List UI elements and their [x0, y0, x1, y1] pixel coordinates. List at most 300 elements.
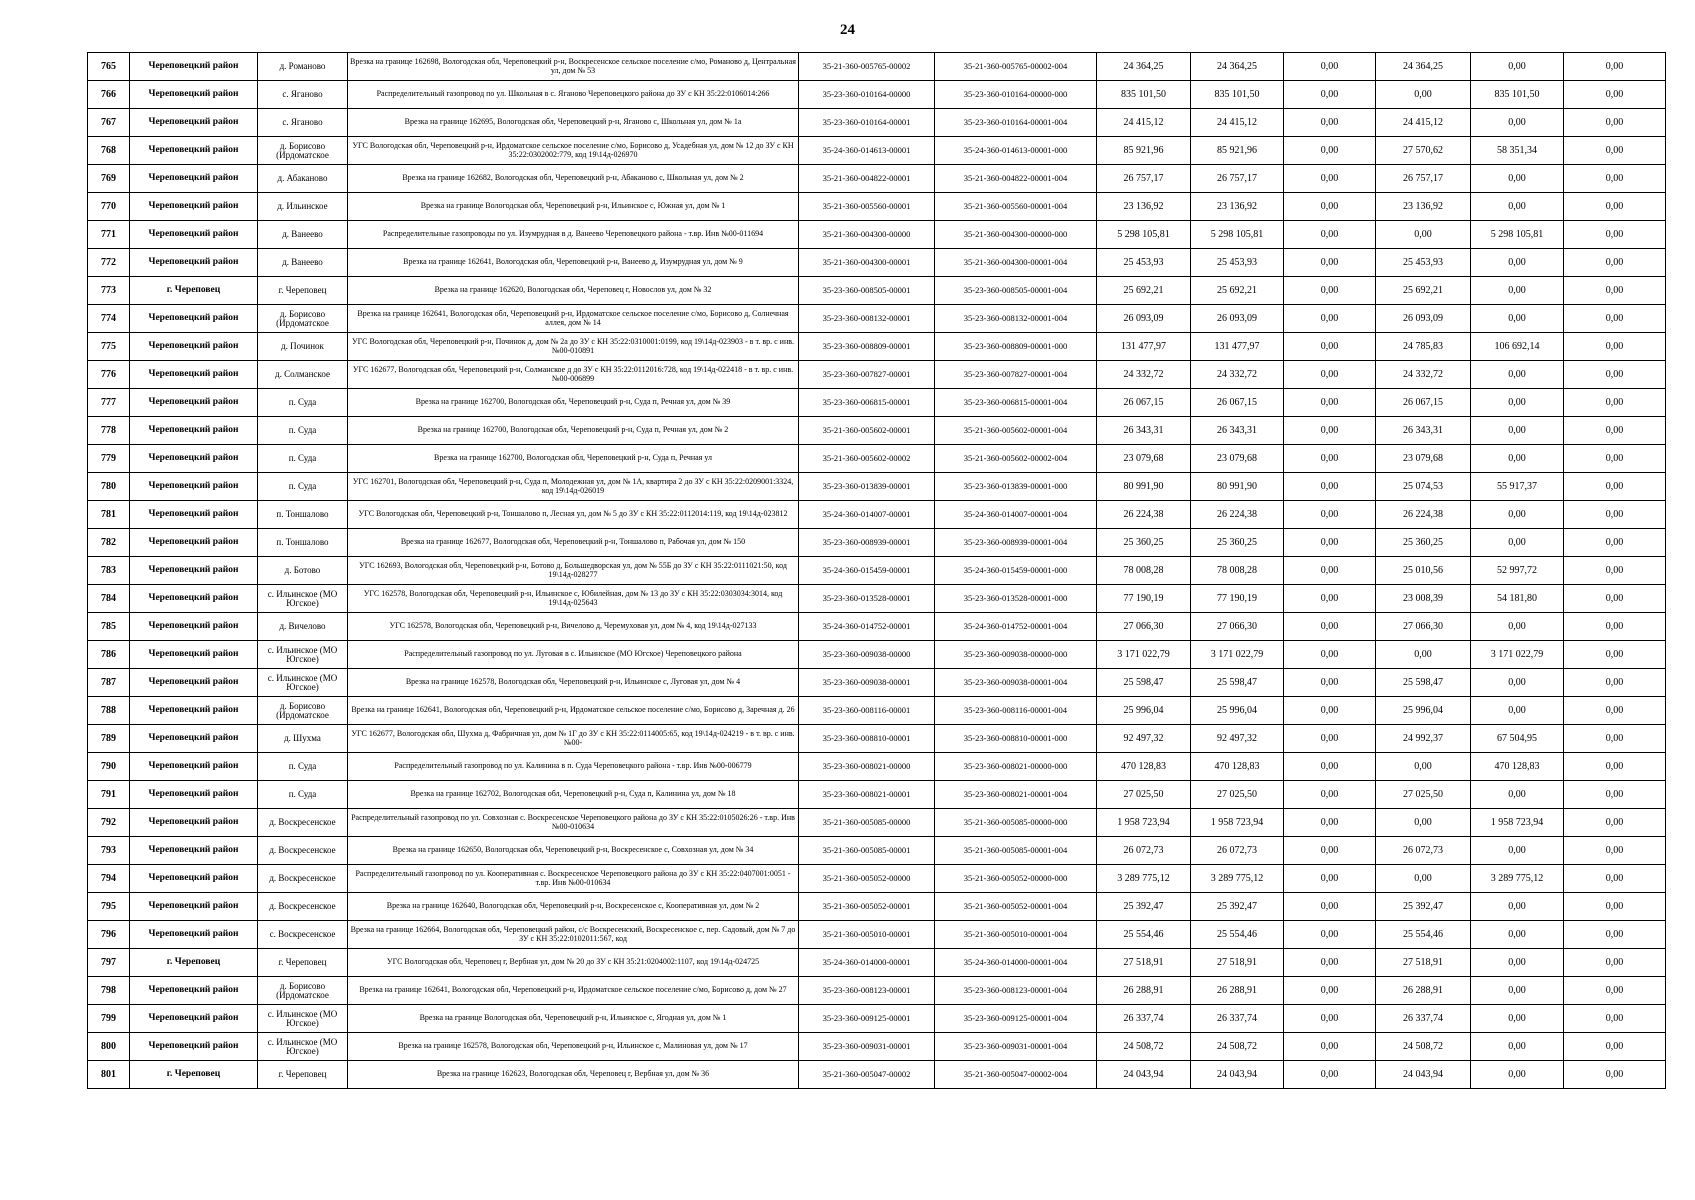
table-row	[88, 473, 1666, 501]
table-row	[88, 781, 1666, 809]
cost-zero-cell: 0,00	[1284, 697, 1376, 725]
settlement-cell: п. Тоншалово	[258, 501, 348, 529]
cost-connection-cell: 26 224,38	[1376, 501, 1471, 529]
gas-objects-table	[87, 52, 1666, 1089]
cost-connection-cell: 25 074,53	[1376, 473, 1471, 501]
cost-connection-cell: 23 136,92	[1376, 193, 1471, 221]
table-row	[88, 837, 1666, 865]
description-cell: УГС Вологодская обл, Череповецкий р-н, Тоншалово п, Лесная ул, дом № 5 до ЗУ с КН 35:22:0112014:119, код 19\14д-023812	[348, 501, 799, 529]
district-cell: Череповецкий район	[130, 165, 258, 193]
cost-total-cell: 26 288,91	[1097, 977, 1191, 1005]
asset-code-cell: 35-23-360-008505-00001-004	[935, 277, 1097, 305]
description-cell: Распределительный газопровод по ул. Школьная в с. Яганово Череповецкого района до ЗУ с КН 35:22:0106014:266	[348, 81, 799, 109]
cost-value-cell: 25 598,47	[1191, 669, 1284, 697]
object-code-cell: 35-23-360-009031-00001	[799, 1033, 935, 1061]
cost-connection-cell: 25 360,25	[1376, 529, 1471, 557]
object-code-cell: 35-23-360-008132-00001	[799, 305, 935, 333]
settlement-cell: д. Вичелово	[258, 613, 348, 641]
settlement-cell: с. Яганово	[258, 109, 348, 137]
object-code-cell: 35-23-360-013839-00001	[799, 473, 935, 501]
cost-connection-cell: 26 757,17	[1376, 165, 1471, 193]
settlement-cell: с. Ильинское (МО Югское)	[258, 1033, 348, 1061]
cost-total-cell: 835 101,50	[1097, 81, 1191, 109]
description-cell: Врезка на границе Вологодская обл, Череповецкий р-н, Ильинское с, Южная ул, дом № 1	[348, 193, 799, 221]
object-code-cell: 35-21-360-005085-00000	[799, 809, 935, 837]
cost-other-cell: 0,00	[1564, 613, 1666, 641]
cost-connection-cell: 0,00	[1376, 641, 1471, 669]
settlement-cell: п. Суда	[258, 417, 348, 445]
cost-other-cell: 0,00	[1564, 277, 1666, 305]
cost-other-cell: 0,00	[1564, 1033, 1666, 1061]
cost-other-cell: 0,00	[1564, 249, 1666, 277]
cost-connection-cell: 0,00	[1376, 81, 1471, 109]
cost-other-cell: 0,00	[1564, 809, 1666, 837]
cost-network-cell: 0,00	[1471, 669, 1564, 697]
cost-other-cell: 0,00	[1564, 1061, 1666, 1089]
cost-other-cell: 0,00	[1564, 977, 1666, 1005]
district-cell: Череповецкий район	[130, 865, 258, 893]
row-number: 774	[88, 305, 130, 333]
cost-value-cell: 26 337,74	[1191, 1005, 1284, 1033]
object-code-cell: 35-23-360-006815-00001	[799, 389, 935, 417]
district-cell: г. Череповец	[130, 1061, 258, 1089]
object-code-cell: 35-24-360-015459-00001	[799, 557, 935, 585]
description-cell: УГС Вологодская обл, Череповец г, Вербная ул, дом № 20 до ЗУ с КН 35:21:0204002:1107, код 19\14д-024725	[348, 949, 799, 977]
district-cell: Череповецкий район	[130, 585, 258, 613]
cost-value-cell: 3 171 022,79	[1191, 641, 1284, 669]
cost-value-cell: 24 364,25	[1191, 53, 1284, 81]
cost-total-cell: 78 008,28	[1097, 557, 1191, 585]
cost-other-cell: 0,00	[1564, 361, 1666, 389]
description-cell: Врезка на границе 162641, Вологодская обл, Череповецкий р-н, Ирдоматское сельское поселение с/мо, Борисово д, Заречная д. 26	[348, 697, 799, 725]
cost-connection-cell: 23 008,39	[1376, 585, 1471, 613]
settlement-cell: п. Суда	[258, 389, 348, 417]
description-cell: УГС Вологодская обл, Череповецкий р-н, Ирдоматское сельское поселение с/мо, Борисово д, Усадебная ул, дом № 12 до ЗУ с КН 35:22:0302002:779, код 19\14д-026970	[348, 137, 799, 165]
district-cell: Череповецкий район	[130, 977, 258, 1005]
cost-zero-cell: 0,00	[1284, 501, 1376, 529]
description-cell: Врезка на границе 162578, Вологодская обл, Череповецкий р-н, Ильинское с, Луговая ул, дом № 4	[348, 669, 799, 697]
row-number: 798	[88, 977, 130, 1005]
cost-zero-cell: 0,00	[1284, 1033, 1376, 1061]
settlement-cell: г. Череповец	[258, 1061, 348, 1089]
settlement-cell: д. Борисово (Ирдоматское	[258, 137, 348, 165]
row-number: 778	[88, 417, 130, 445]
cost-network-cell: 835 101,50	[1471, 81, 1564, 109]
cost-connection-cell: 24 415,12	[1376, 109, 1471, 137]
district-cell: Череповецкий район	[130, 361, 258, 389]
object-code-cell: 35-21-360-005765-00002	[799, 53, 935, 81]
cost-other-cell: 0,00	[1564, 949, 1666, 977]
district-cell: Череповецкий район	[130, 557, 258, 585]
cost-connection-cell: 26 067,15	[1376, 389, 1471, 417]
description-cell: Врезка на границе 162702, Вологодская обл, Череповецкий р-н, Суда п, Калинина ул, дом № 18	[348, 781, 799, 809]
cost-network-cell: 0,00	[1471, 165, 1564, 193]
cost-zero-cell: 0,00	[1284, 137, 1376, 165]
description-cell: Врезка на границе 162700, Вологодская обл, Череповецкий р-н, Суда п, Речная ул, дом № 39	[348, 389, 799, 417]
cost-network-cell: 3 171 022,79	[1471, 641, 1564, 669]
cost-value-cell: 26 288,91	[1191, 977, 1284, 1005]
cost-zero-cell: 0,00	[1284, 1005, 1376, 1033]
table-row	[88, 1033, 1666, 1061]
asset-code-cell: 35-21-360-005602-00002-004	[935, 445, 1097, 473]
cost-value-cell: 26 072,73	[1191, 837, 1284, 865]
cost-zero-cell: 0,00	[1284, 893, 1376, 921]
description-cell: Врезка на границе 162677, Вологодская обл, Череповецкий р-н, Тоншалово п, Рабочая ул, дом № 150	[348, 529, 799, 557]
cost-network-cell: 67 504,95	[1471, 725, 1564, 753]
cost-value-cell: 1 958 723,94	[1191, 809, 1284, 837]
district-cell: Череповецкий район	[130, 529, 258, 557]
district-cell: Череповецкий район	[130, 809, 258, 837]
cost-other-cell: 0,00	[1564, 585, 1666, 613]
cost-total-cell: 131 477,97	[1097, 333, 1191, 361]
table-row	[88, 109, 1666, 137]
cost-value-cell: 3 289 775,12	[1191, 865, 1284, 893]
asset-code-cell: 35-21-360-005602-00001-004	[935, 417, 1097, 445]
settlement-cell: п. Суда	[258, 753, 348, 781]
object-code-cell: 35-21-360-004300-00001	[799, 249, 935, 277]
district-cell: Череповецкий район	[130, 697, 258, 725]
row-number: 782	[88, 529, 130, 557]
asset-code-cell: 35-24-360-014000-00001-004	[935, 949, 1097, 977]
row-number: 788	[88, 697, 130, 725]
district-cell: Череповецкий район	[130, 501, 258, 529]
description-cell: Врезка на границе 162578, Вологодская обл, Череповецкий р-н, Ильинское с, Малиновая ул, дом № 17	[348, 1033, 799, 1061]
table-row	[88, 389, 1666, 417]
object-code-cell: 35-21-360-004300-00000	[799, 221, 935, 249]
object-code-cell: 35-23-360-008809-00001	[799, 333, 935, 361]
object-code-cell: 35-21-360-005052-00000	[799, 865, 935, 893]
cost-zero-cell: 0,00	[1284, 193, 1376, 221]
cost-connection-cell: 27 518,91	[1376, 949, 1471, 977]
row-number: 787	[88, 669, 130, 697]
description-cell: Распределительный газопровод по ул. Калинина в п. Суда Череповецкого района - т.вр. Инв №00-006779	[348, 753, 799, 781]
settlement-cell: д. Борисово (Ирдоматское	[258, 697, 348, 725]
cost-other-cell: 0,00	[1564, 501, 1666, 529]
asset-code-cell: 35-24-360-014613-00001-000	[935, 137, 1097, 165]
description-cell: УГС 162677, Вологодская обл, Шухма д, Фабричная ул, дом № 1Г до ЗУ с КН 35:22:0114005:65, код 19\14д-024219 - в т. вр. с инв. №00-	[348, 725, 799, 753]
settlement-cell: д. Романово	[258, 53, 348, 81]
cost-other-cell: 0,00	[1564, 893, 1666, 921]
cost-connection-cell: 26 343,31	[1376, 417, 1471, 445]
description-cell: Врезка на границе 162700, Вологодская обл, Череповецкий р-н, Суда п, Речная ул, дом № 2	[348, 417, 799, 445]
district-cell: Череповецкий район	[130, 445, 258, 473]
cost-zero-cell: 0,00	[1284, 557, 1376, 585]
settlement-cell: д. Борисово (Ирдоматское	[258, 305, 348, 333]
district-cell: Череповецкий район	[130, 389, 258, 417]
cost-total-cell: 25 392,47	[1097, 893, 1191, 921]
cost-zero-cell: 0,00	[1284, 529, 1376, 557]
object-code-cell: 35-24-360-014613-00001	[799, 137, 935, 165]
row-number: 794	[88, 865, 130, 893]
cost-other-cell: 0,00	[1564, 725, 1666, 753]
cost-network-cell: 1 958 723,94	[1471, 809, 1564, 837]
cost-zero-cell: 0,00	[1284, 53, 1376, 81]
table-row	[88, 697, 1666, 725]
object-code-cell: 35-23-360-013528-00001	[799, 585, 935, 613]
cost-connection-cell: 24 043,94	[1376, 1061, 1471, 1089]
asset-code-cell: 35-23-360-008021-00001-004	[935, 781, 1097, 809]
row-number: 766	[88, 81, 130, 109]
cost-other-cell: 0,00	[1564, 165, 1666, 193]
settlement-cell: п. Тоншалово	[258, 529, 348, 557]
object-code-cell: 35-21-360-005052-00001	[799, 893, 935, 921]
cost-network-cell: 0,00	[1471, 697, 1564, 725]
table-row	[88, 921, 1666, 949]
cost-network-cell: 0,00	[1471, 109, 1564, 137]
cost-connection-cell: 27 570,62	[1376, 137, 1471, 165]
asset-code-cell: 35-21-360-005052-00000-000	[935, 865, 1097, 893]
district-cell: Череповецкий район	[130, 781, 258, 809]
row-number: 797	[88, 949, 130, 977]
settlement-cell: д. Ботово	[258, 557, 348, 585]
row-number: 780	[88, 473, 130, 501]
description-cell: Врезка на границе 162620, Вологодская обл, Череповец г, Новослов ул, дом № 32	[348, 277, 799, 305]
table-row	[88, 865, 1666, 893]
asset-code-cell: 35-21-360-005085-00001-004	[935, 837, 1097, 865]
district-cell: Череповецкий район	[130, 921, 258, 949]
asset-code-cell: 35-23-360-010164-00000-000	[935, 81, 1097, 109]
cost-value-cell: 85 921,96	[1191, 137, 1284, 165]
cost-total-cell: 24 415,12	[1097, 109, 1191, 137]
cost-network-cell: 5 298 105,81	[1471, 221, 1564, 249]
settlement-cell: с. Ильинское (МО Югское)	[258, 641, 348, 669]
table-row	[88, 333, 1666, 361]
object-code-cell: 35-23-360-010164-00000	[799, 81, 935, 109]
cost-zero-cell: 0,00	[1284, 669, 1376, 697]
cost-value-cell: 25 554,46	[1191, 921, 1284, 949]
table-row	[88, 305, 1666, 333]
cost-value-cell: 25 453,93	[1191, 249, 1284, 277]
cost-total-cell: 470 128,83	[1097, 753, 1191, 781]
cost-network-cell: 0,00	[1471, 613, 1564, 641]
cost-zero-cell: 0,00	[1284, 333, 1376, 361]
settlement-cell: д. Абаканово	[258, 165, 348, 193]
cost-total-cell: 24 043,94	[1097, 1061, 1191, 1089]
description-cell: Распределительный газопровод по ул. Совхозная с. Воскресенское Череповецкого района до ЗУ с КН 35:22:0105026:26 - т.вр. Инв №00-010634	[348, 809, 799, 837]
district-cell: г. Череповец	[130, 949, 258, 977]
object-code-cell: 35-21-360-005560-00001	[799, 193, 935, 221]
cost-connection-cell: 25 996,04	[1376, 697, 1471, 725]
asset-code-cell: 35-23-360-008939-00001-004	[935, 529, 1097, 557]
cost-total-cell: 3 171 022,79	[1097, 641, 1191, 669]
cost-total-cell: 25 360,25	[1097, 529, 1191, 557]
object-code-cell: 35-24-360-014752-00001	[799, 613, 935, 641]
settlement-cell: д. Солманское	[258, 361, 348, 389]
object-code-cell: 35-23-360-008810-00001	[799, 725, 935, 753]
description-cell: Врезка на границе 162623, Вологодская обл, Череповец г, Вербная ул, дом № 36	[348, 1061, 799, 1089]
cost-network-cell: 3 289 775,12	[1471, 865, 1564, 893]
cost-zero-cell: 0,00	[1284, 473, 1376, 501]
cost-value-cell: 470 128,83	[1191, 753, 1284, 781]
asset-code-cell: 35-21-360-005765-00002-004	[935, 53, 1097, 81]
description-cell: Врезка на границе 162650, Вологодская обл, Череповецкий р-н, Воскресенское с, Совхозная ул, дом № 34	[348, 837, 799, 865]
table-row	[88, 529, 1666, 557]
description-cell: Врезка на границе 162641, Вологодская обл, Череповецкий р-н, Ирдоматское сельское поселение с/мо, Борисово д, Солнечная аллея, дом № 14	[348, 305, 799, 333]
cost-network-cell: 0,00	[1471, 193, 1564, 221]
row-number: 777	[88, 389, 130, 417]
row-number: 795	[88, 893, 130, 921]
cost-value-cell: 24 043,94	[1191, 1061, 1284, 1089]
cost-connection-cell: 25 010,56	[1376, 557, 1471, 585]
cost-network-cell: 0,00	[1471, 893, 1564, 921]
asset-code-cell: 35-21-360-005010-00001-004	[935, 921, 1097, 949]
asset-code-cell: 35-23-360-009031-00001-004	[935, 1033, 1097, 1061]
cost-connection-cell: 25 453,93	[1376, 249, 1471, 277]
cost-network-cell: 0,00	[1471, 445, 1564, 473]
settlement-cell: п. Суда	[258, 445, 348, 473]
settlement-cell: г. Череповец	[258, 949, 348, 977]
cost-other-cell: 0,00	[1564, 781, 1666, 809]
cost-other-cell: 0,00	[1564, 473, 1666, 501]
asset-code-cell: 35-21-360-005560-00001-004	[935, 193, 1097, 221]
cost-value-cell: 78 008,28	[1191, 557, 1284, 585]
asset-code-cell: 35-23-360-010164-00001-004	[935, 109, 1097, 137]
table-row	[88, 193, 1666, 221]
settlement-cell: д. Шухма	[258, 725, 348, 753]
cost-network-cell: 0,00	[1471, 837, 1564, 865]
cost-zero-cell: 0,00	[1284, 165, 1376, 193]
cost-network-cell: 55 917,37	[1471, 473, 1564, 501]
district-cell: Череповецкий район	[130, 641, 258, 669]
cost-connection-cell: 0,00	[1376, 865, 1471, 893]
district-cell: Череповецкий район	[130, 109, 258, 137]
row-number: 772	[88, 249, 130, 277]
settlement-cell: с. Ильинское (МО Югское)	[258, 585, 348, 613]
cost-total-cell: 25 554,46	[1097, 921, 1191, 949]
table-row	[88, 585, 1666, 613]
asset-code-cell: 35-21-360-005085-00000-000	[935, 809, 1097, 837]
table-row	[88, 445, 1666, 473]
cost-value-cell: 80 991,90	[1191, 473, 1284, 501]
settlement-cell: с. Ильинское (МО Югское)	[258, 669, 348, 697]
cost-network-cell: 0,00	[1471, 501, 1564, 529]
asset-code-cell: 35-23-360-008021-00000-000	[935, 753, 1097, 781]
cost-value-cell: 5 298 105,81	[1191, 221, 1284, 249]
cost-network-cell: 470 128,83	[1471, 753, 1564, 781]
object-code-cell: 35-23-360-009125-00001	[799, 1005, 935, 1033]
description-cell: УГС 162677, Вологодская обл, Череповецкий р-н, Солманское д до ЗУ с КН 35:22:0112016:728, код 19\14д-022418 - в т. вр. с инв. №00-006899	[348, 361, 799, 389]
cost-connection-cell: 0,00	[1376, 221, 1471, 249]
row-number: 775	[88, 333, 130, 361]
cost-connection-cell: 0,00	[1376, 809, 1471, 837]
cost-other-cell: 0,00	[1564, 921, 1666, 949]
district-cell: Череповецкий район	[130, 1005, 258, 1033]
cost-network-cell: 0,00	[1471, 1033, 1564, 1061]
cost-other-cell: 0,00	[1564, 305, 1666, 333]
table-row	[88, 613, 1666, 641]
cost-total-cell: 26 072,73	[1097, 837, 1191, 865]
asset-code-cell: 35-23-360-008132-00001-004	[935, 305, 1097, 333]
cost-other-cell: 0,00	[1564, 221, 1666, 249]
table-row	[88, 669, 1666, 697]
asset-code-cell: 35-23-360-007827-00001-004	[935, 361, 1097, 389]
cost-network-cell: 58 351,34	[1471, 137, 1564, 165]
cost-network-cell: 0,00	[1471, 1061, 1564, 1089]
cost-total-cell: 1 958 723,94	[1097, 809, 1191, 837]
cost-total-cell: 26 343,31	[1097, 417, 1191, 445]
cost-network-cell: 0,00	[1471, 361, 1564, 389]
cost-connection-cell: 24 364,25	[1376, 53, 1471, 81]
cost-zero-cell: 0,00	[1284, 809, 1376, 837]
cost-network-cell: 0,00	[1471, 389, 1564, 417]
cost-network-cell: 0,00	[1471, 1005, 1564, 1033]
row-number: 793	[88, 837, 130, 865]
description-cell: Распределительные газопроводы по ул. Изумрудная в д. Ванеево Череповецкого района - т.вр. Инв №00-011694	[348, 221, 799, 249]
table-row	[88, 1061, 1666, 1089]
asset-code-cell: 35-24-360-014007-00001-004	[935, 501, 1097, 529]
row-number: 765	[88, 53, 130, 81]
object-code-cell: 35-23-360-008021-00001	[799, 781, 935, 809]
cost-total-cell: 26 337,74	[1097, 1005, 1191, 1033]
district-cell: Череповецкий район	[130, 53, 258, 81]
cost-zero-cell: 0,00	[1284, 1061, 1376, 1089]
cost-zero-cell: 0,00	[1284, 221, 1376, 249]
table-row	[88, 753, 1666, 781]
cost-value-cell: 92 497,32	[1191, 725, 1284, 753]
row-number: 769	[88, 165, 130, 193]
district-cell: Череповецкий район	[130, 305, 258, 333]
settlement-cell: д. Воскресенское	[258, 865, 348, 893]
cost-value-cell: 23 079,68	[1191, 445, 1284, 473]
asset-code-cell: 35-24-360-015459-00001-000	[935, 557, 1097, 585]
district-cell: Череповецкий район	[130, 417, 258, 445]
cost-other-cell: 0,00	[1564, 669, 1666, 697]
settlement-cell: д. Ильинское	[258, 193, 348, 221]
cost-other-cell: 0,00	[1564, 109, 1666, 137]
asset-code-cell: 35-21-360-005047-00002-004	[935, 1061, 1097, 1089]
row-number: 801	[88, 1061, 130, 1089]
cost-network-cell: 0,00	[1471, 977, 1564, 1005]
cost-zero-cell: 0,00	[1284, 977, 1376, 1005]
cost-connection-cell: 24 992,37	[1376, 725, 1471, 753]
cost-value-cell: 24 415,12	[1191, 109, 1284, 137]
settlement-cell: д. Воскресенское	[258, 893, 348, 921]
table-row	[88, 557, 1666, 585]
description-cell: Врезка на границе 162641, Вологодская обл, Череповецкий р-н, Ирдоматское сельское поселение с/мо, Борисово д, дом № 27	[348, 977, 799, 1005]
district-cell: Череповецкий район	[130, 333, 258, 361]
cost-connection-cell: 26 072,73	[1376, 837, 1471, 865]
row-number: 790	[88, 753, 130, 781]
cost-zero-cell: 0,00	[1284, 781, 1376, 809]
table-row	[88, 501, 1666, 529]
description-cell: Распределительный газопровод по ул. Кооперативная с. Воскресенское Череповецкого района до ЗУ с КН 35:22:0407001:0051 - т.вр. Инв №00-010634	[348, 865, 799, 893]
cost-network-cell: 0,00	[1471, 53, 1564, 81]
cost-zero-cell: 0,00	[1284, 445, 1376, 473]
cost-connection-cell: 24 785,83	[1376, 333, 1471, 361]
cost-value-cell: 25 360,25	[1191, 529, 1284, 557]
row-number: 786	[88, 641, 130, 669]
cost-value-cell: 23 136,92	[1191, 193, 1284, 221]
description-cell: УГС 162701, Вологодская обл, Череповецкий р-н, Суда п, Молодежная ул, дом № 1А, квартира 2 до ЗУ с КН 35:22:0209001:3324, код 19\14д-026019	[348, 473, 799, 501]
cost-connection-cell: 27 025,50	[1376, 781, 1471, 809]
cost-other-cell: 0,00	[1564, 529, 1666, 557]
object-code-cell: 35-23-360-008123-00001	[799, 977, 935, 1005]
cost-other-cell: 0,00	[1564, 445, 1666, 473]
cost-value-cell: 835 101,50	[1191, 81, 1284, 109]
object-code-cell: 35-23-360-008116-00001	[799, 697, 935, 725]
object-code-cell: 35-24-360-014000-00001	[799, 949, 935, 977]
cost-total-cell: 26 224,38	[1097, 501, 1191, 529]
cost-connection-cell: 25 392,47	[1376, 893, 1471, 921]
row-number: 784	[88, 585, 130, 613]
settlement-cell: д. Воскресенское	[258, 837, 348, 865]
cost-zero-cell: 0,00	[1284, 837, 1376, 865]
row-number: 767	[88, 109, 130, 137]
cost-other-cell: 0,00	[1564, 333, 1666, 361]
object-code-cell: 35-21-360-005602-00001	[799, 417, 935, 445]
cost-zero-cell: 0,00	[1284, 753, 1376, 781]
cost-connection-cell: 0,00	[1376, 753, 1471, 781]
